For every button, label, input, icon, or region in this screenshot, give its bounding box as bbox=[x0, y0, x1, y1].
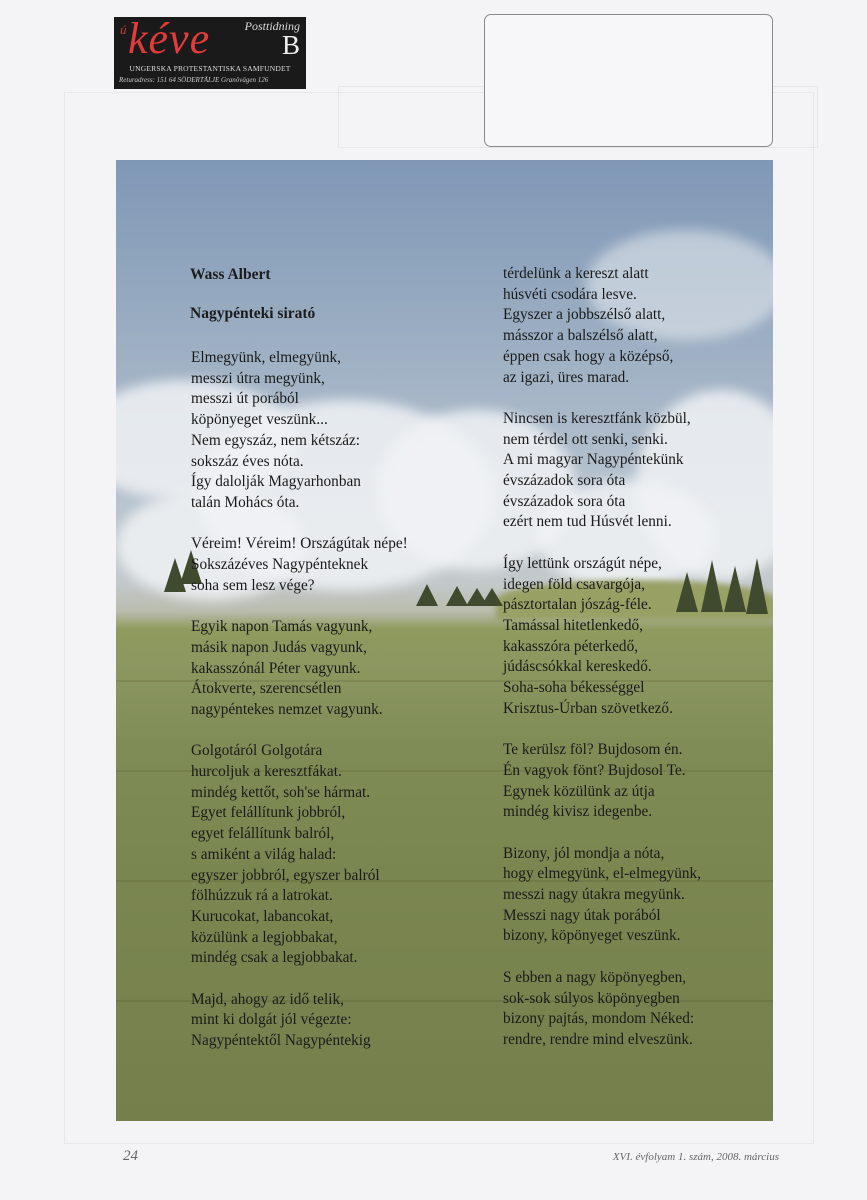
poem-line: fölhúzzuk rá a latrokat. bbox=[191, 887, 333, 905]
stanza bbox=[503, 264, 701, 388]
poem-line: Nem egyszáz, nem kétszáz: bbox=[191, 431, 361, 449]
tree bbox=[446, 586, 468, 606]
poem-line: kakasszónál Péter vagyunk. bbox=[191, 659, 361, 677]
poem-line: sokszáz éves nóta. bbox=[191, 452, 304, 470]
poem-line: Bizony, jól mondja a nóta, bbox=[503, 844, 665, 862]
poem-line: Egyik napon Tamás vagyunk, bbox=[191, 618, 373, 636]
poem-line: egyet felállítunk balról, bbox=[191, 825, 335, 843]
poem-line: talán Mohács óta. bbox=[191, 493, 300, 511]
poem-line: S ebben a nagy köpönyegben, bbox=[503, 968, 687, 986]
poem-line: Így lettünk országút népe, bbox=[503, 554, 662, 572]
poem-line: sok-sok súlyos köpönyegben bbox=[503, 989, 680, 1007]
poem-line: Messzi nagy útak porából bbox=[503, 906, 661, 924]
poem-line: hurcoljuk a keresztfákat. bbox=[191, 763, 342, 781]
poem-line: mindég kivisz idegenbe. bbox=[503, 803, 653, 821]
poem-line: Én vagyok fönt? Bujdosol Te. bbox=[503, 761, 686, 779]
poem-line: évszázadok sora óta bbox=[503, 472, 626, 490]
stanza bbox=[191, 741, 408, 969]
poem-line: Véreim! Véreim! Országútak népe! bbox=[191, 535, 408, 553]
poem-line: júdáscsókkal kereskedő. bbox=[503, 658, 652, 676]
stanza bbox=[503, 409, 701, 533]
poem-line: messzi út porából bbox=[191, 390, 299, 408]
stanza bbox=[503, 968, 701, 1051]
stanza bbox=[503, 844, 701, 948]
poem-line: Krisztus-Úrban szövetkező. bbox=[503, 699, 673, 717]
stanza bbox=[503, 554, 701, 720]
masthead-prefix: ú bbox=[120, 22, 127, 37]
poem-line: Átokverte, szerencsétlen bbox=[191, 680, 342, 698]
poem-line: Egynek közülünk az útja bbox=[503, 782, 655, 800]
poem-line: mindég kettőt, soh'se hármat. bbox=[191, 783, 371, 801]
tree bbox=[481, 588, 503, 606]
poem-line: idegen föld csavargója, bbox=[503, 575, 646, 593]
poem-line: Golgotáról Golgotára bbox=[191, 742, 323, 760]
poem-line: egyszer jobbról, egyszer balról bbox=[191, 866, 380, 884]
poem-line: Sokszázéves Nagypénteknek bbox=[191, 556, 369, 574]
stanza bbox=[503, 740, 701, 823]
poem-line: mindég csak a legjobbakat. bbox=[191, 949, 358, 967]
organization-name: UNGERSKA PROTESTANTISKA SAMFUNDET bbox=[129, 64, 291, 73]
poem-line: Nagypéntektől Nagypéntekig bbox=[191, 1032, 371, 1050]
stanza bbox=[191, 617, 408, 721]
tree bbox=[701, 560, 723, 612]
poem-line: soha sem lesz vége? bbox=[191, 576, 315, 594]
poem-line: másik napon Judás vagyunk, bbox=[191, 638, 367, 656]
poem-line: másszor a balszélső alatt, bbox=[503, 327, 658, 345]
poem-line: bizony, köpönyeget veszünk. bbox=[503, 927, 681, 945]
poem-line: hogy elmegyünk, el-elmegyünk, bbox=[503, 865, 701, 883]
poem-line: közülünk a legjobbakat, bbox=[191, 928, 338, 946]
tree bbox=[724, 566, 746, 612]
poem-line: az igazi, üres marad. bbox=[503, 368, 630, 386]
address-box bbox=[484, 14, 773, 147]
poem-line: Te kerülsz föl? Bujdosom én. bbox=[503, 741, 683, 759]
masthead-name: kéve bbox=[128, 17, 211, 63]
poem-line: nem térdel ott senki, senki. bbox=[503, 430, 668, 448]
poem-line: Elmegyünk, elmegyünk, bbox=[191, 349, 341, 366]
poem-line: éppen csak hogy a középső, bbox=[503, 347, 674, 365]
poem-right-column bbox=[503, 264, 701, 1071]
poem-line: messzi útra megyünk, bbox=[191, 369, 325, 387]
poem-line: kakasszóra péterkedő, bbox=[503, 637, 639, 655]
poem-line: térdelünk a kereszt alatt bbox=[503, 265, 649, 282]
postal-label: Posttidning bbox=[244, 19, 300, 33]
poem-line: Kurucokat, labancokat, bbox=[191, 907, 334, 925]
poem-line: Egyet felállítunk jobbról, bbox=[191, 804, 346, 822]
stanza bbox=[191, 348, 408, 514]
poem-title: Nagypénteki sirató bbox=[190, 305, 316, 322]
stanza bbox=[191, 534, 408, 596]
tree bbox=[746, 558, 768, 614]
poem-left-column bbox=[191, 348, 408, 1073]
poem-line: Egyszer a jobbszélső alatt, bbox=[503, 306, 666, 324]
poem-line: pásztortalan jószág-féle. bbox=[503, 596, 652, 614]
poem-line: Tamással hitetlenkedő, bbox=[503, 616, 643, 634]
poem-line: nagypéntekes nemzet vagyunk. bbox=[191, 700, 383, 718]
poem-line: A mi magyar Nagypéntekünk bbox=[503, 451, 684, 469]
poem-line: s amiként a világ halad: bbox=[191, 845, 337, 863]
page-number: 24 bbox=[123, 1148, 138, 1164]
poem-line: ezért nem tud Húsvét lenni. bbox=[503, 513, 672, 531]
poem-line: messzi nagy útakra megyünk. bbox=[503, 886, 685, 904]
poem-line: évszázadok sora óta bbox=[503, 492, 626, 510]
poem-line: köpönyeget veszünk... bbox=[191, 411, 328, 429]
poem-line: rendre, rendre mind elveszünk. bbox=[503, 1030, 693, 1048]
issue-info: XVI. évfolyam 1. szám, 2008. március bbox=[612, 1151, 779, 1163]
return-address: Returadress: 151 64 SÖDERTÄLJE Granövägen 126 bbox=[119, 76, 269, 84]
poem-line: Majd, ahogy az idő telik, bbox=[191, 990, 344, 1008]
poem-author: Wass Albert bbox=[190, 266, 271, 283]
poem-line: húsvéti csodára lesve. bbox=[503, 285, 637, 303]
poem-line: bizony pajtás, mondom Néked: bbox=[503, 1010, 695, 1028]
masthead-logo bbox=[114, 17, 306, 89]
poem-line: mint ki dolgát jól végezte: bbox=[191, 1011, 352, 1029]
stanza bbox=[191, 990, 408, 1052]
poem-line: Soha-soha békességgel bbox=[503, 679, 645, 697]
tree bbox=[416, 584, 438, 606]
postal-class: B bbox=[281, 30, 300, 60]
poem-line: Így dalolják Magyarhonban bbox=[191, 473, 361, 491]
poem-line: Nincsen is keresztfánk közbül, bbox=[503, 409, 691, 427]
